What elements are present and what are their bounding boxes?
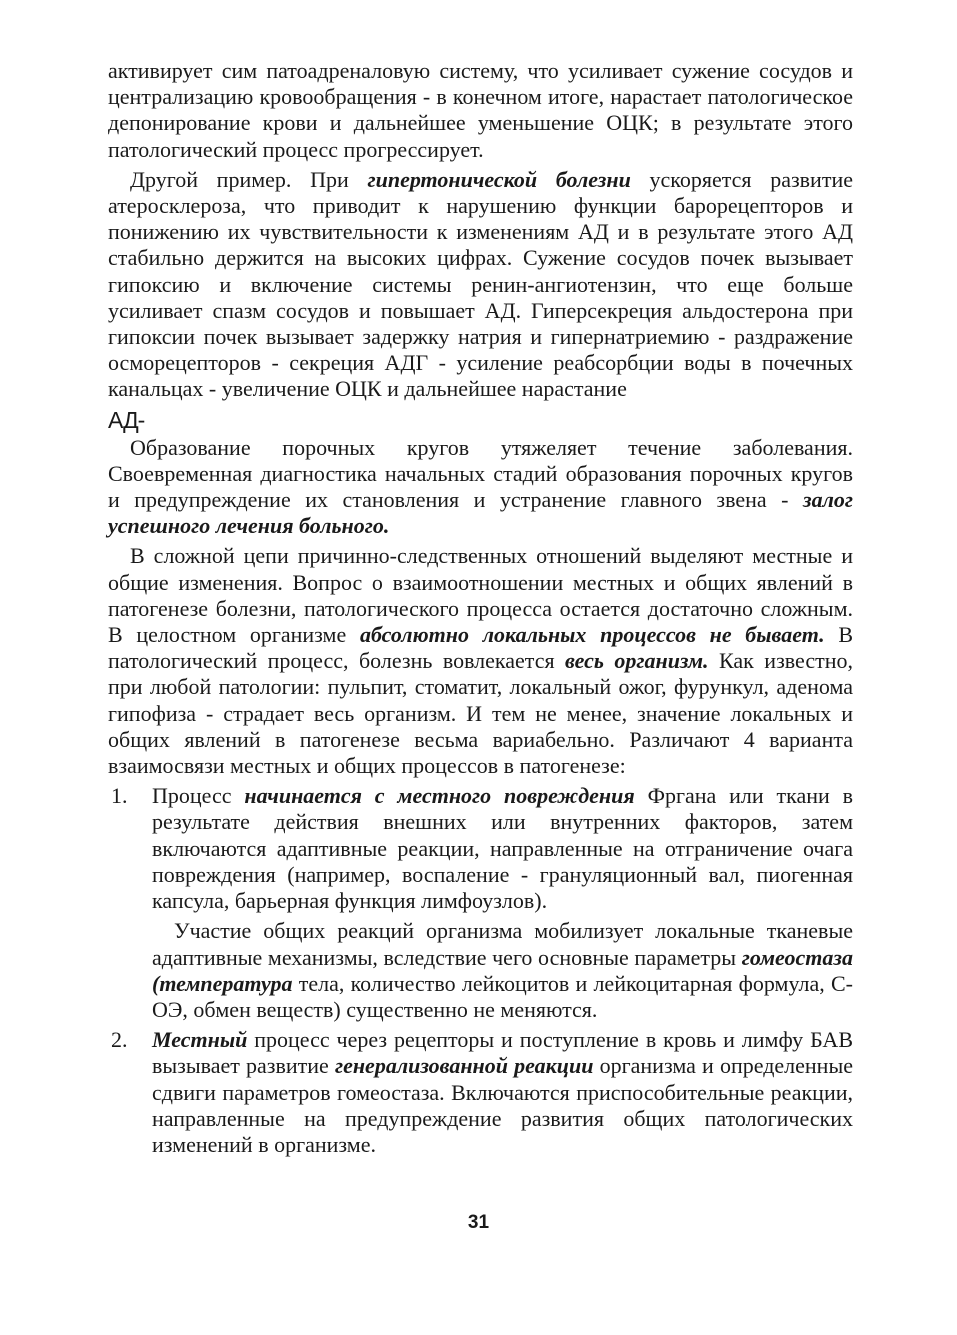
text-run: Образование порочных кругов утяжеляет течение заболевания. Своевременная диагностика начальных стадий образования порочных кругов и предупреждение их становления и устранение главного звена - [108, 434, 853, 513]
page-body [108, 58, 853, 1162]
list-number: 2. [111, 1027, 128, 1053]
text-run: Участие общих реакций организма мобилизует локальные тканевые адаптивные механизмы, вследствие чего основные параметры [152, 918, 853, 970]
paragraph [108, 543, 853, 779]
text-run: организма и определенные сдвиги параметров гомеостаза. Включаются приспособительные реакции, направленные на предупреждение развития общих патологических изменений в организме. [152, 1053, 853, 1157]
emphasized-text: генерализованной реакции [334, 1053, 594, 1079]
text-run: процесс через рецепторы и поступление в кровь и лимфу БАВ вызывает развитие [152, 1027, 853, 1079]
emphasized-text: Местный [152, 1027, 248, 1053]
text-run: ускоряется развитие атеросклероза, что приводит к нарушению функции барорецепторов и понижению их чувствительности к изменениям АД и в результате этого АД стабильно держится на высоких цифрах. Сужение сосудов почек вызывает гипоксию и включение системы ренин-ангиотензин, что еще больше усиливает спазм сосудов и повышает АД. Гиперсекреция альдостерона при гипоксии почек вызывает задержку натрия и гипернатриемию - раздражение осморецепторов - секреция АДГ - усиление реабсорбции воды в почечных канальцах - увеличение ОЦК и дальнейшее нарастание [108, 166, 853, 402]
numbered-list [108, 783, 853, 1158]
paragraphs-after [108, 435, 853, 780]
text-run: В патологический процесс, болезнь вовлекается [108, 622, 853, 674]
text-run: тела, количество лейкоцитов и лейкоцитарная формула, С-ОЭ, обмен веществ) существенно не меняются. [152, 970, 853, 1022]
paragraph [108, 58, 853, 163]
text-run: В сложной цепи причинно-следственных отношений выделяют местные и общие изменения. Вопрос о взаимоотношении местных и общих явлений в патогенезе болезни, патологического процесса остается достаточно сложным. В целостном организме [108, 543, 853, 648]
paragraph [108, 167, 853, 403]
text-run: активирует сим патоадреналовую систему, что усиливает сужение сосудов и централизацию кровообращения - в конечном итоге, нарастает патологическое депонирование крови и дальнейшее уменьшение ОЦК; в результате этого патологический процесс прогрессирует. [108, 58, 853, 162]
list-item-text [152, 1027, 853, 1158]
text-fragment: АД- [108, 406, 145, 433]
list-item-subparagraph [152, 918, 853, 1023]
list-item [108, 1027, 853, 1158]
list-number: 1. [111, 783, 128, 809]
page-number: 31 [467, 1212, 490, 1233]
emphasized-text: абсолютно локальных процессов не бывает. [359, 622, 825, 648]
list-item [108, 783, 853, 1023]
text-run: Процесс [152, 783, 245, 809]
text-run: Фргана или ткани в результате действия внешних или внутренних факторов, затем включаются адаптивные реакции, направленные на отграничение очага повреждения (например, воспаление - грануляционный вал, пиогенная капсула, барьерная функция лимфоузлов). [152, 783, 853, 914]
paragraph [108, 435, 853, 540]
text-run: Как известно, при любой патологии: пульпит, стоматит, локальный ожог, фурункул, аденома гипофиза - страдает весь организм. И тем не менее, значение локальных и общих явлений в патогенезе весьма вариабельно. Различают 4 варианта взаимосвязи местных и общих процессов в патогенезе: [108, 648, 853, 779]
text-run: Другой пример. При [130, 166, 368, 192]
list-item-text [152, 783, 853, 914]
emphasized-text: гипертонической болезни [367, 166, 631, 192]
emphasized-text: залог успешного лечения больного. [108, 487, 853, 539]
paragraphs-before [108, 58, 853, 403]
emphasized-text: весь организм. [565, 648, 709, 674]
emphasized-text: начинается с местного повреждения [244, 783, 635, 809]
emphasized-text: гомеостаза (температура [152, 944, 853, 996]
